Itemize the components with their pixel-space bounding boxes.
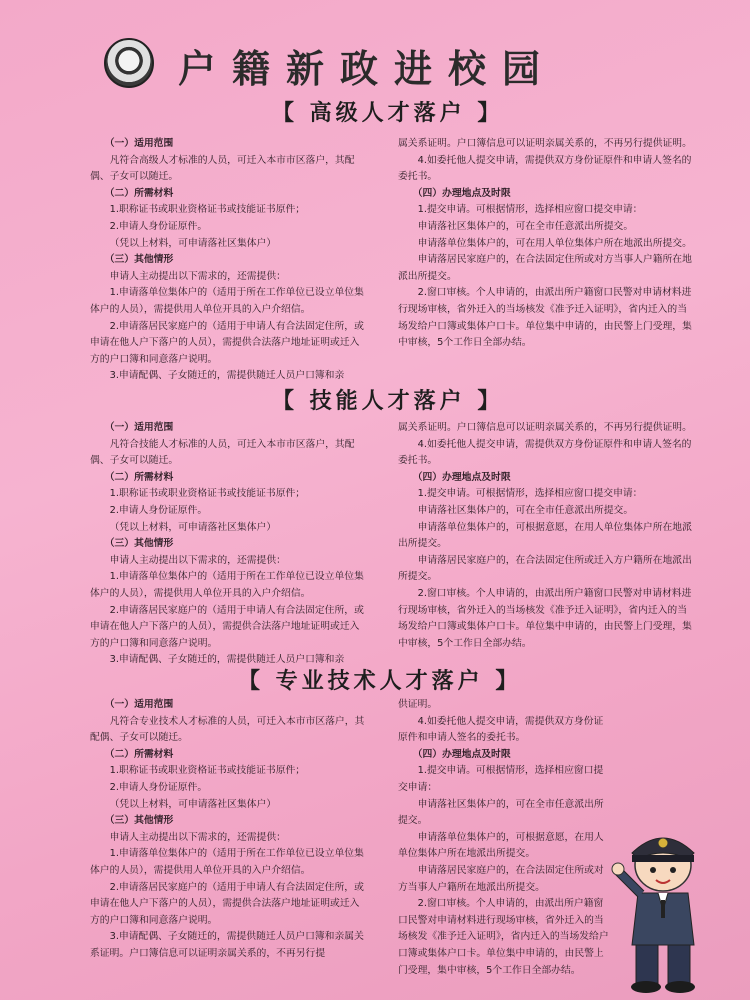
body-paragraph: 属关系证明。户口簿信息可以证明亲属关系的，不再另行提供证明。 xyxy=(398,138,692,149)
body-paragraph: 申请人主动提出以下需求的，还需提供： xyxy=(109,831,286,843)
subsection-heading: （三）其他情形 xyxy=(104,254,174,266)
body-paragraph: 供证明。 xyxy=(398,699,438,710)
police-mascot-illustration xyxy=(608,825,718,995)
section-skilled-left-column xyxy=(90,420,366,669)
body-paragraph: 1.职称证书或职业资格证书或技能证书原件； xyxy=(109,488,306,500)
subsection-heading: （二）所需材料 xyxy=(104,748,174,760)
body-paragraph: 2.窗口审核。个人申请的，由派出所户籍窗口民警对申请材料进行现场审核，省外迁入的当场核发《准予迁入证明》，省内迁入的当场发给户口簿或集体户口卡。单位集中申请的，由民警上门受理，集中审核，5个工作日全部办结。 xyxy=(398,587,692,649)
body-paragraph: 申请落社区集体户的，可在全市任意派出所提交。 xyxy=(398,798,604,827)
body-paragraph: 2.窗口审核。个人申请的，由派出所户籍窗口民警对申请材料进行现场审核，省外迁入的当场核发《准予迁入证明》，省内迁入的当场发给户口簿或集体户口卡。单位集中申请的，由民警上门受理，集中审核，5个工作日全部办结。 xyxy=(398,898,609,976)
subsection-heading: （一）适用范围 xyxy=(104,699,174,710)
section-senior-left-column xyxy=(90,136,366,385)
body-paragraph: 1.申请落单位集体户的（适用于所在工作单位已设立单位集体户的人员），需提供用人单位开具的入户介绍信。 xyxy=(90,571,364,599)
body-paragraph: 4.如委托他人提交申请，需提供双方身份证原件和申请人签名的委托书。 xyxy=(398,154,692,183)
subsection-heading: （三）其他情形 xyxy=(104,538,174,550)
section-professional-right-column xyxy=(398,697,612,979)
body-paragraph: 1.申请落单位集体户的（适用于所在工作单位已设立单位集体户的人员），需提供用人单位开具的入户介绍信。 xyxy=(90,848,364,876)
body-paragraph: 2.窗口审核。个人申请的，由派出所户籍窗口民警对申请材料进行现场审核，省外迁入的当场核发《准予迁入证明》，省内迁入的当场发给户口簿或集体户口卡。单位集中申请的，由民警上门受理，集中审核，5个工作日全部办结。 xyxy=(398,287,692,349)
body-paragraph: 1.职称证书或职业资格证书或技能证书原件； xyxy=(109,765,306,777)
section-title-skilled-talent: 【 技能人才落户 】 xyxy=(272,389,504,414)
page-title: 户籍新政进校园 xyxy=(178,47,557,91)
subsection-heading: （三）其他情形 xyxy=(104,815,174,827)
body-paragraph: （凭以上材料，可申请落社区集体户） xyxy=(109,798,277,810)
body-paragraph: 2.申请落居民家庭户的（适用于申请人有合法固定住所，或申请在他人户下落户的人员），需提供合法落户地址证明或迁入方的户口簿和同意落户说明。 xyxy=(90,320,364,365)
subsection-heading: （四）办理地点及时限 xyxy=(412,748,511,760)
body-paragraph: 1.申请落单位集体户的（适用于所在工作单位已设立单位集体户的人员），需提供用人单位开具的入户介绍信。 xyxy=(90,287,364,315)
body-paragraph: 属关系证明。户口簿信息可以证明亲属关系的，不再另行提供证明。 xyxy=(398,422,692,433)
subsection-heading: （一）适用范围 xyxy=(104,422,174,433)
subsection-heading: （一）适用范围 xyxy=(104,138,174,149)
subsection-heading: （二）所需材料 xyxy=(104,471,174,483)
body-paragraph: 申请落单位集体户的，可根据意愿，在用人单位集体户所在地派出所提交。 xyxy=(398,521,692,550)
body-paragraph: （凭以上材料，可申请落社区集体户） xyxy=(109,237,277,249)
body-paragraph: 3.申请配偶、子女随迁的，需提供随迁人员户口簿和亲属关系证明。户口簿信息可以证明亲属关系的，不再另行提 xyxy=(90,931,364,959)
body-paragraph: 申请落单位集体户的，可在用人单位集体户所在地派出所提交。 xyxy=(417,237,692,249)
body-paragraph: 申请落居民家庭户的，在合法固定住所或对方当事人户籍所在地派出所提交。 xyxy=(398,254,692,282)
body-paragraph: 申请人主动提出以下需求的，还需提供： xyxy=(109,270,286,282)
body-paragraph: 3.申请配偶、子女随迁的，需提供随迁人员户口簿和亲 xyxy=(109,370,345,382)
police-emblem-icon xyxy=(104,38,154,88)
subsection-heading: （四）办理地点及时限 xyxy=(412,471,511,483)
body-paragraph: 3.申请配偶、子女随迁的，需提供随迁人员户口簿和亲 xyxy=(109,654,345,666)
subsection-heading: （二）所需材料 xyxy=(104,187,174,199)
body-paragraph: 2.申请落居民家庭户的（适用于申请人有合法固定住所，或申请在他人户下落户的人员），需提供合法落户地址证明或迁入方的户口簿和同意落户说明。 xyxy=(90,604,364,649)
body-paragraph: 申请落社区集体户的，可在全市任意派出所提交。 xyxy=(417,220,634,232)
body-paragraph: 1.提交申请。可根据情形，选择相应窗口提交申请： xyxy=(398,765,604,793)
body-paragraph: 4.如委托他人提交申请，需提供双方身份证原件和申请人签名的委托书。 xyxy=(398,715,604,744)
body-paragraph: 1.提交申请。可根据情形，选择相应窗口提交申请： xyxy=(417,204,643,216)
subsection-heading: （四）办理地点及时限 xyxy=(412,187,511,199)
body-paragraph: 2.申请人身份证原件。 xyxy=(109,781,208,793)
body-paragraph: 申请落社区集体户的，可在全市任意派出所提交。 xyxy=(417,504,634,516)
body-paragraph: 4.如委托他人提交申请，需提供双方身份证原件和申请人签名的委托书。 xyxy=(398,438,692,467)
body-paragraph: 申请落居民家庭户的，在合法固定住所或迁入方户籍所在地派出所提交。 xyxy=(398,554,692,583)
body-paragraph: 申请落居民家庭户的，在合法固定住所或对方当事人户籍所在地派出所提交。 xyxy=(398,864,604,893)
body-paragraph: 申请落单位集体户的，可根据意愿，在用人单位集体户所在地派出所提交。 xyxy=(398,831,604,860)
body-paragraph: 申请人主动提出以下需求的，还需提供： xyxy=(109,554,286,566)
body-paragraph: 凡符合专业技术人才标准的人员，可迁入本市市区落户，其配偶、子女可以随迁。 xyxy=(90,715,365,744)
section-skilled-right-column xyxy=(398,420,694,652)
body-paragraph: 2.申请人身份证原件。 xyxy=(109,220,208,232)
body-paragraph: 2.申请落居民家庭户的（适用于申请人有合法固定住所，或申请在他人户下落户的人员），需提供合法落户地址证明或迁入方的户口簿和同意落户说明。 xyxy=(90,881,364,926)
section-title-professional-talent: 【 专业技术人才落户 】 xyxy=(238,669,522,694)
body-paragraph: （凭以上材料，可申请落社区集体户） xyxy=(109,521,277,533)
section-senior-right-column xyxy=(398,136,694,352)
section-title-senior-talent: 【 高级人才落户 】 xyxy=(272,101,504,126)
section-professional-left-column xyxy=(90,697,366,963)
body-paragraph: 凡符合技能人才标准的人员，可迁入本市市区落户，其配偶、子女可以随迁。 xyxy=(90,438,355,467)
body-paragraph: 凡符合高级人才标准的人员，可迁入本市市区落户，其配偶、子女可以随迁。 xyxy=(90,154,355,183)
body-paragraph: 2.申请人身份证原件。 xyxy=(109,504,208,516)
body-paragraph: 1.职称证书或职业资格证书或技能证书原件； xyxy=(109,204,306,216)
body-paragraph: 1.提交申请。可根据情形，选择相应窗口提交申请： xyxy=(417,488,643,500)
